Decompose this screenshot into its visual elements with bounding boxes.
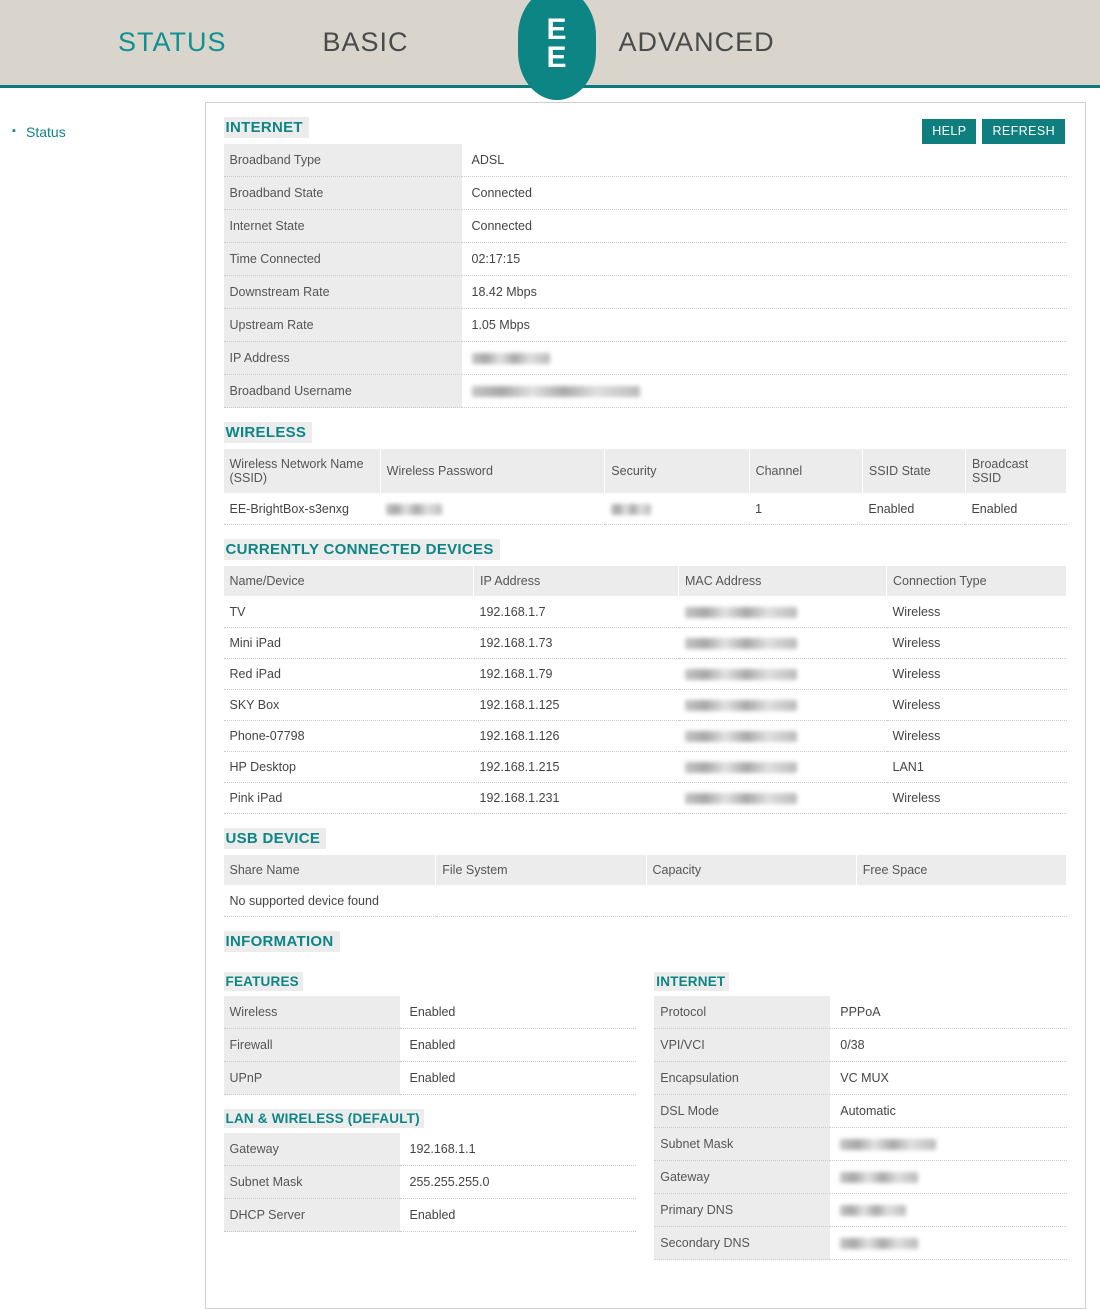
row-label: Upstream Rate bbox=[224, 309, 462, 342]
device-ip-address: 192.168.1.7 bbox=[474, 597, 679, 628]
redacted-value bbox=[472, 386, 640, 397]
redacted-value bbox=[386, 504, 442, 515]
row-value: Enabled bbox=[400, 1029, 637, 1062]
table-row bbox=[654, 1161, 1067, 1194]
row-label: Broadband State bbox=[224, 177, 462, 210]
row-label: Internet State bbox=[224, 210, 462, 243]
device-name: Phone-07798 bbox=[224, 721, 474, 752]
table-row bbox=[224, 309, 1068, 342]
device-connection-type: Wireless bbox=[887, 721, 1067, 752]
row-label: Subnet Mask bbox=[224, 1166, 400, 1199]
table-row bbox=[654, 996, 1067, 1029]
usb-device-section bbox=[224, 828, 1068, 917]
column-header: IP Address bbox=[474, 566, 679, 597]
row-value: 255.255.255.0 bbox=[400, 1166, 637, 1199]
device-ip-address: 192.168.1.73 bbox=[474, 628, 679, 659]
tab-basic[interactable]: BASIC bbox=[322, 27, 409, 57]
row-value: Connected bbox=[462, 210, 1068, 243]
redacted-value bbox=[685, 700, 797, 711]
column-header: Name/Device bbox=[224, 566, 474, 597]
redacted-value bbox=[840, 1139, 936, 1150]
logo-letter-bottom: E bbox=[546, 41, 568, 74]
column-header: Free Space bbox=[856, 855, 1066, 886]
table-row bbox=[224, 144, 1068, 177]
usb-empty-message: No supported device found bbox=[224, 886, 1067, 917]
usb-device-heading: USB DEVICE bbox=[224, 828, 327, 849]
refresh-button[interactable]: REFRESH bbox=[982, 119, 1065, 144]
redacted-value bbox=[472, 353, 550, 364]
broadcast-ssid-value: Enabled bbox=[965, 494, 1066, 525]
device-connection-type: Wireless bbox=[887, 783, 1067, 814]
row-label: DSL Mode bbox=[654, 1095, 830, 1128]
column-header: Wireless Password bbox=[380, 449, 605, 494]
table-row bbox=[224, 659, 1067, 690]
device-mac-address bbox=[679, 752, 887, 783]
table-row bbox=[654, 1062, 1067, 1095]
table-row bbox=[654, 1128, 1067, 1161]
redacted-value bbox=[611, 504, 651, 515]
device-ip-address: 192.168.1.126 bbox=[474, 721, 679, 752]
row-value bbox=[462, 375, 1068, 408]
wireless-password-value bbox=[380, 494, 605, 525]
internet-table bbox=[224, 144, 1068, 408]
row-value: ADSL bbox=[462, 144, 1068, 177]
row-value: 0/38 bbox=[830, 1029, 1067, 1062]
row-label: Downstream Rate bbox=[224, 276, 462, 309]
row-value: 18.42 Mbps bbox=[462, 276, 1068, 309]
device-ip-address: 192.168.1.231 bbox=[474, 783, 679, 814]
row-label: Broadband Type bbox=[224, 144, 462, 177]
ssid-value: EE-BrightBox-s3enxg bbox=[224, 494, 381, 525]
row-value: VC MUX bbox=[830, 1062, 1067, 1095]
device-mac-address bbox=[679, 628, 887, 659]
row-value: Enabled bbox=[400, 1062, 637, 1095]
column-header: Channel bbox=[749, 449, 862, 494]
table-row bbox=[224, 597, 1067, 628]
redacted-value bbox=[685, 607, 797, 618]
sidebar-item-status[interactable] bbox=[4, 124, 205, 140]
device-name: SKY Box bbox=[224, 690, 474, 721]
usb-device-table bbox=[224, 855, 1068, 917]
ee-logo bbox=[518, 0, 596, 100]
column-header: Security bbox=[605, 449, 749, 494]
device-mac-address bbox=[679, 783, 887, 814]
redacted-value bbox=[685, 669, 797, 680]
column-header: Connection Type bbox=[887, 566, 1067, 597]
device-name: Mini iPad bbox=[224, 628, 474, 659]
information-internet-table bbox=[654, 996, 1067, 1260]
row-label: Primary DNS bbox=[654, 1194, 830, 1227]
connected-devices-section bbox=[224, 539, 1068, 814]
top-navigation-bar bbox=[0, 0, 1100, 88]
device-name: Red iPad bbox=[224, 659, 474, 690]
table-row bbox=[224, 996, 637, 1029]
column-header: Wireless Network Name (SSID) bbox=[224, 449, 381, 494]
information-internet-heading: INTERNET bbox=[654, 972, 729, 991]
column-header: Broadcast SSID bbox=[965, 449, 1066, 494]
redacted-value bbox=[840, 1172, 918, 1183]
table-row bbox=[224, 721, 1067, 752]
table-row bbox=[224, 1133, 637, 1166]
row-label: Gateway bbox=[654, 1161, 830, 1194]
row-label: Firewall bbox=[224, 1029, 400, 1062]
row-label: Subnet Mask bbox=[654, 1128, 830, 1161]
redacted-value bbox=[840, 1205, 906, 1216]
column-header: Capacity bbox=[646, 855, 856, 886]
device-ip-address: 192.168.1.215 bbox=[474, 752, 679, 783]
device-connection-type: Wireless bbox=[887, 690, 1067, 721]
row-value bbox=[830, 1161, 1067, 1194]
redacted-value bbox=[840, 1238, 918, 1249]
sidebar bbox=[4, 102, 206, 1309]
row-label: UPnP bbox=[224, 1062, 400, 1095]
column-header: File System bbox=[436, 855, 646, 886]
table-row bbox=[654, 1029, 1067, 1062]
logo-dots-icon bbox=[542, 76, 572, 82]
device-connection-type: Wireless bbox=[887, 628, 1067, 659]
table-row bbox=[654, 1194, 1067, 1227]
row-value bbox=[830, 1194, 1067, 1227]
table-row bbox=[224, 276, 1068, 309]
row-value bbox=[462, 342, 1068, 375]
table-row bbox=[224, 1062, 637, 1095]
wireless-table bbox=[224, 449, 1068, 525]
table-row bbox=[224, 1199, 637, 1232]
information-section bbox=[224, 931, 1068, 1260]
redacted-value bbox=[685, 793, 797, 804]
table-row bbox=[654, 1095, 1067, 1128]
row-value: 192.168.1.1 bbox=[400, 1133, 637, 1166]
information-left-column bbox=[224, 958, 637, 1260]
row-value: Automatic bbox=[830, 1095, 1067, 1128]
device-ip-address: 192.168.1.79 bbox=[474, 659, 679, 690]
security-value bbox=[605, 494, 749, 525]
row-label: DHCP Server bbox=[224, 1199, 400, 1232]
table-row bbox=[224, 177, 1068, 210]
wireless-section bbox=[224, 422, 1068, 525]
table-row bbox=[224, 752, 1067, 783]
tab-advanced[interactable]: ADVANCED bbox=[618, 27, 775, 57]
row-label: IP Address bbox=[224, 342, 462, 375]
sidebar-item-label: Status bbox=[26, 124, 66, 140]
chevron-right-icon: ▪ bbox=[12, 125, 16, 137]
redacted-value bbox=[685, 731, 797, 742]
action-buttons bbox=[922, 119, 1065, 144]
wireless-heading: WIRELESS bbox=[224, 422, 313, 443]
device-name: Pink iPad bbox=[224, 783, 474, 814]
connected-devices-table bbox=[224, 566, 1068, 814]
help-button[interactable]: HELP bbox=[922, 119, 976, 144]
row-value: Enabled bbox=[400, 1199, 637, 1232]
connected-devices-heading: CURRENTLY CONNECTED DEVICES bbox=[224, 539, 500, 560]
channel-value: 1 bbox=[749, 494, 862, 525]
device-connection-type: LAN1 bbox=[887, 752, 1067, 783]
row-value: Connected bbox=[462, 177, 1068, 210]
column-header: MAC Address bbox=[679, 566, 887, 597]
row-label: Broadband Username bbox=[224, 375, 462, 408]
device-name: HP Desktop bbox=[224, 752, 474, 783]
device-mac-address bbox=[679, 690, 887, 721]
row-label: Time Connected bbox=[224, 243, 462, 276]
row-label: Wireless bbox=[224, 996, 400, 1029]
table-row bbox=[224, 1166, 637, 1199]
device-ip-address: 192.168.1.125 bbox=[474, 690, 679, 721]
row-value: 1.05 Mbps bbox=[462, 309, 1068, 342]
row-label: Secondary DNS bbox=[654, 1227, 830, 1260]
row-value: 02:17:15 bbox=[462, 243, 1068, 276]
table-row bbox=[224, 1029, 637, 1062]
row-label: Protocol bbox=[654, 996, 830, 1029]
features-table bbox=[224, 996, 637, 1095]
table-row bbox=[224, 243, 1068, 276]
table-row bbox=[224, 886, 1067, 917]
features-heading: FEATURES bbox=[224, 972, 303, 991]
internet-heading: INTERNET bbox=[224, 117, 309, 138]
tab-status[interactable]: STATUS bbox=[118, 27, 227, 57]
device-connection-type: Wireless bbox=[887, 597, 1067, 628]
ssid-state-value: Enabled bbox=[862, 494, 965, 525]
table-row bbox=[224, 210, 1068, 243]
information-columns bbox=[224, 958, 1068, 1260]
table-row bbox=[654, 1227, 1067, 1260]
row-label: Encapsulation bbox=[654, 1062, 830, 1095]
internet-section bbox=[224, 117, 1068, 408]
device-mac-address bbox=[679, 659, 887, 690]
row-value: Enabled bbox=[400, 996, 637, 1029]
table-row bbox=[224, 690, 1067, 721]
logo-letter-top: E bbox=[546, 13, 568, 46]
redacted-value bbox=[685, 638, 797, 649]
table-row bbox=[224, 375, 1068, 408]
column-header: SSID State bbox=[862, 449, 965, 494]
table-row bbox=[224, 783, 1067, 814]
information-right-column bbox=[654, 958, 1067, 1260]
table-row bbox=[224, 342, 1068, 375]
device-mac-address bbox=[679, 721, 887, 752]
information-heading: INFORMATION bbox=[224, 931, 340, 952]
lan-wireless-table bbox=[224, 1133, 637, 1232]
row-value: PPPoA bbox=[830, 996, 1067, 1029]
table-row bbox=[224, 628, 1067, 659]
device-name: TV bbox=[224, 597, 474, 628]
table-row bbox=[224, 494, 1067, 525]
row-label: VPI/VCI bbox=[654, 1029, 830, 1062]
row-value bbox=[830, 1128, 1067, 1161]
device-connection-type: Wireless bbox=[887, 659, 1067, 690]
device-mac-address bbox=[679, 597, 887, 628]
lan-wireless-heading: LAN & WIRELESS (DEFAULT) bbox=[224, 1109, 424, 1128]
page-body bbox=[0, 88, 1100, 1309]
redacted-value bbox=[685, 762, 797, 773]
column-header: Share Name bbox=[224, 855, 436, 886]
row-value bbox=[830, 1227, 1067, 1260]
main-content bbox=[205, 102, 1087, 1309]
row-label: Gateway bbox=[224, 1133, 400, 1166]
